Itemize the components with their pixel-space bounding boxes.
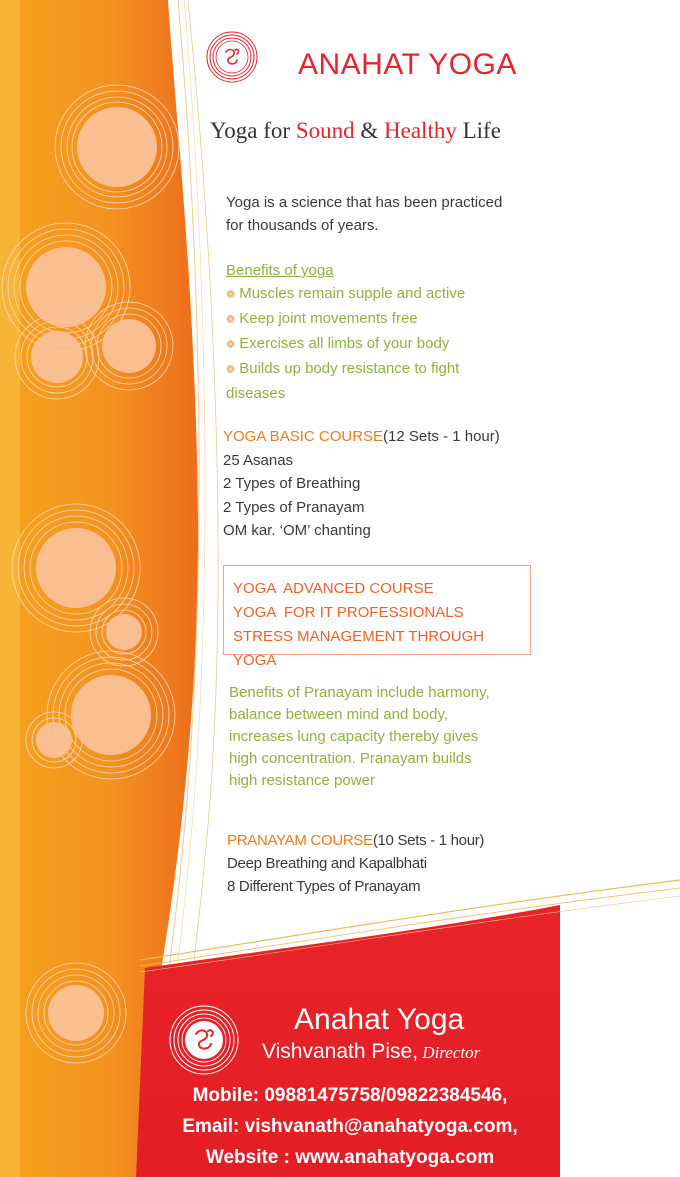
contact-mobile: Mobile: 09881475758/09822384546,: [192, 1085, 508, 1106]
flower-bullet-icon: ❁: [226, 364, 236, 376]
list-item: ❁ Keep joint movements free: [226, 310, 418, 327]
list-item: OM kar. ‘OM’ chanting: [223, 522, 371, 539]
flower-bullet-icon: ❁: [226, 339, 236, 351]
list-item: 2 Types of Pranayam: [223, 498, 365, 516]
courses-box: [223, 565, 531, 669]
basic-course-title: YOGA BASIC COURSE: [223, 428, 384, 445]
list-item: Deep Breathing and Kapalbhati: [227, 855, 427, 872]
intro-text: Yoga is a science that has been practiced for thousands of years.: [226, 194, 503, 234]
list-item: ❁ Muscles remain supple and active: [226, 285, 466, 302]
flower-bullet-icon: ❁: [226, 289, 236, 301]
benefits-section: [226, 259, 526, 405]
contact-website[interactable]: Website : www.anahatyoga.com: [205, 1147, 495, 1168]
list-item: 2 Types of Breathing: [223, 475, 361, 492]
pranayam-course-section: [227, 829, 557, 898]
list-item-continuation: diseases: [226, 385, 286, 402]
list-item: 8 Different Types of Pranayam: [227, 878, 421, 895]
footer-brand-name: Anahat Yoga: [294, 1003, 465, 1036]
contact-email[interactable]: Email: vishvanath@anahatyoga.com,: [182, 1116, 518, 1137]
footer-director: Vishvanath Pise, Director: [262, 1040, 481, 1063]
basic-course-section: [223, 425, 553, 543]
list-item: 25 Asanas: [223, 451, 294, 469]
course-item: YOGA FOR IT PROFESSIONALS: [233, 604, 464, 621]
basic-course-detail: (12 Sets - 1 hour): [383, 428, 500, 445]
list-item: ❁ Builds up body resistance to fight: [226, 360, 460, 377]
list-item: ❁ Exercises all limbs of your body: [226, 335, 450, 352]
tagline: Yoga for Sound & Healthy Life: [210, 118, 501, 143]
course-item: YOGA ADVANCED COURSE: [233, 580, 434, 597]
footer-om-logo-icon: [168, 1004, 240, 1076]
course-item: STRESS MANAGEMENT THROUGH YOGA: [233, 628, 485, 669]
pranayam-benefits: Benefits of Pranayam include harmony, balance between mind and body, increases lung capacity thereby gives high concentration. Pranayam builds high resistance power: [229, 684, 490, 789]
pranayam-course-title: PRANAYAM COURSE: [227, 832, 373, 849]
om-logo-icon: [205, 30, 259, 84]
brand-title: ANAHAT YOGA: [298, 48, 517, 81]
flower-bullet-icon: ❁: [226, 314, 236, 326]
benefits-heading: Benefits of yoga: [226, 262, 334, 279]
pranayam-course-detail: (10 Sets - 1 hour): [372, 832, 485, 849]
